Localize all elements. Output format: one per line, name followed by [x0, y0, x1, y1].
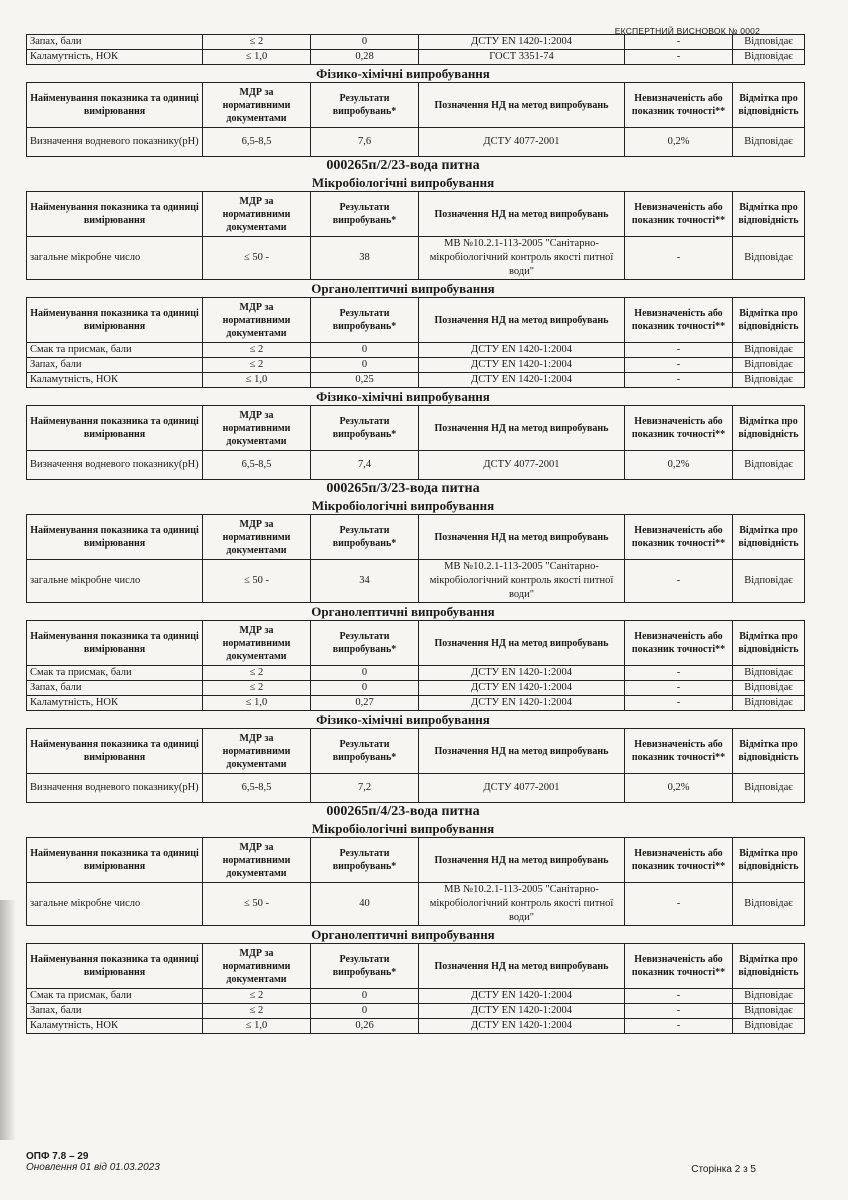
compliance-value: Відповідає: [733, 1004, 805, 1019]
method-value: ДСТУ EN 1420-1:2004: [419, 35, 625, 50]
method-value: ДСТУ EN 1420-1:2004: [419, 696, 625, 711]
compliance-value: Відповідає: [733, 681, 805, 696]
column-header-name: Найменування показника та одиниці вимірювання: [27, 729, 203, 774]
form-footer: [26, 1151, 160, 1173]
column-header-compliance: Відмітка про відповідність: [733, 621, 805, 666]
table-row: [27, 560, 805, 603]
table-header-row: [27, 298, 805, 343]
mdr-value: ≤ 2: [203, 989, 311, 1004]
column-header-compliance: Відмітка про відповідність: [733, 729, 805, 774]
indicator-name: Визначення водневого показнику(рН): [27, 128, 203, 157]
section-title-micro: Мікробіологічні випробування: [311, 821, 495, 836]
method-value: ГОСТ 3351-74: [419, 50, 625, 65]
mdr-value: 6,5-8,5: [203, 451, 311, 480]
method-value: ДСТУ 4077-2001: [419, 774, 625, 803]
result-value: 38: [311, 237, 419, 280]
compliance-value: Відповідає: [733, 373, 805, 388]
table-header-row: [27, 838, 805, 883]
column-header-compliance: Відмітка про відповідність: [733, 515, 805, 560]
compliance-value: Відповідає: [733, 1019, 805, 1034]
indicator-name: Запах, бали: [27, 681, 203, 696]
organoleptic-table: [26, 943, 805, 1034]
indicator-name: Визначення водневого показнику(рН): [27, 451, 203, 480]
physchem-table: [26, 405, 805, 480]
table-header-row: [27, 944, 805, 989]
method-value: ДСТУ EN 1420-1:2004: [419, 373, 625, 388]
mdr-value: ≤ 2: [203, 35, 311, 50]
method-value: ДСТУ EN 1420-1:2004: [419, 989, 625, 1004]
compliance-value: Відповідає: [733, 343, 805, 358]
column-header-result: Результати випробувань*: [311, 192, 419, 237]
result-value: 0: [311, 358, 419, 373]
column-header-method: Позначення НД на метод випробувань: [419, 406, 625, 451]
uncertainty-value: -: [625, 237, 733, 280]
column-header-method: Позначення НД на метод випробувань: [419, 729, 625, 774]
sample-title: 000265п/4/23-вода питна: [326, 804, 480, 819]
column-header-result: Результати випробувань*: [311, 944, 419, 989]
compliance-value: Відповідає: [733, 696, 805, 711]
physchem-table: [26, 82, 805, 157]
indicator-name: Каламутність, НОК: [27, 373, 203, 388]
table-header-row: [27, 621, 805, 666]
section-title-organo: Органолептичні випробування: [311, 281, 495, 296]
table-row: [27, 696, 805, 711]
method-value: МВ №10.2.1-113-2005 "Санітарно-мікробіологічний контроль якості питної води": [419, 883, 625, 926]
column-header-mdr: МДР за нормативними документами: [203, 406, 311, 451]
uncertainty-value: -: [625, 358, 733, 373]
table-row: [27, 681, 805, 696]
column-header-name: Найменування показника та одиниці вимірювання: [27, 406, 203, 451]
uncertainty-value: -: [625, 35, 733, 50]
indicator-name: Каламутність, НОК: [27, 696, 203, 711]
column-header-method: Позначення НД на метод випробувань: [419, 192, 625, 237]
scan-shadow: [0, 900, 16, 1140]
column-header-name: Найменування показника та одиниці вимірювання: [27, 83, 203, 128]
column-header-mdr: МДР за нормативними документами: [203, 621, 311, 666]
table-header-row: [27, 406, 805, 451]
table-row: [27, 343, 805, 358]
method-value: ДСТУ EN 1420-1:2004: [419, 1004, 625, 1019]
column-header-compliance: Відмітка про відповідність: [733, 192, 805, 237]
form-code: ОПФ 7.8 – 29: [26, 1151, 89, 1162]
results-content: [26, 34, 799, 1034]
column-header-uncertainty: Невизначеність або показник точності**: [625, 406, 733, 451]
micro-table: [26, 514, 805, 603]
section-title-organo: Органолептичні випробування: [311, 604, 495, 619]
column-header-name: Найменування показника та одиниці вимірювання: [27, 838, 203, 883]
uncertainty-value: -: [625, 666, 733, 681]
column-header-compliance: Відмітка про відповідність: [733, 944, 805, 989]
column-header-compliance: Відмітка про відповідність: [733, 298, 805, 343]
micro-table: [26, 837, 805, 926]
mdr-value: 6,5-8,5: [203, 774, 311, 803]
sample-title: 000265п/3/23-вода питна: [326, 481, 480, 496]
column-header-compliance: Відмітка про відповідність: [733, 83, 805, 128]
column-header-uncertainty: Невизначеність або показник точності**: [625, 83, 733, 128]
table-row: [27, 451, 805, 480]
column-header-method: Позначення НД на метод випробувань: [419, 838, 625, 883]
column-header-mdr: МДР за нормативними документами: [203, 729, 311, 774]
mdr-value: ≤ 2: [203, 358, 311, 373]
compliance-value: Відповідає: [733, 50, 805, 65]
result-value: 34: [311, 560, 419, 603]
column-header-mdr: МДР за нормативними документами: [203, 838, 311, 883]
column-header-method: Позначення НД на метод випробувань: [419, 83, 625, 128]
uncertainty-value: -: [625, 681, 733, 696]
compliance-value: Відповідає: [733, 560, 805, 603]
uncertainty-value: -: [625, 343, 733, 358]
result-value: 40: [311, 883, 419, 926]
indicator-name: Смак та присмак, бали: [27, 989, 203, 1004]
section-title-physchem: Фізико-хімічні випробування: [316, 66, 490, 81]
document-reference: ЕКСПЕРТНИЙ ВИСНОВОК № 0002: [614, 26, 760, 36]
mdr-value: ≤ 1,0: [203, 1019, 311, 1034]
uncertainty-value: -: [625, 1004, 733, 1019]
method-value: ДСТУ EN 1420-1:2004: [419, 358, 625, 373]
mdr-value: ≤ 50 -: [203, 560, 311, 603]
column-header-name: Найменування показника та одиниці вимірювання: [27, 298, 203, 343]
method-value: ДСТУ 4077-2001: [419, 451, 625, 480]
page-number: Сторінка 2 з 5: [691, 1164, 756, 1175]
organoleptic-table: [26, 620, 805, 711]
column-header-result: Результати випробувань*: [311, 838, 419, 883]
column-header-result: Результати випробувань*: [311, 83, 419, 128]
uncertainty-value: -: [625, 883, 733, 926]
indicator-name: загальне мікробне число: [27, 560, 203, 603]
result-value: 0: [311, 666, 419, 681]
section-title-micro: Мікробіологічні випробування: [311, 498, 495, 513]
method-value: МВ №10.2.1-113-2005 "Санітарно-мікробіологічний контроль якості питної води": [419, 237, 625, 280]
mdr-value: ≤ 50 -: [203, 883, 311, 926]
column-header-mdr: МДР за нормативними документами: [203, 192, 311, 237]
column-header-mdr: МДР за нормативними документами: [203, 515, 311, 560]
micro-table: [26, 191, 805, 280]
column-header-method: Позначення НД на метод випробувань: [419, 515, 625, 560]
indicator-name: Визначення водневого показнику(рН): [27, 774, 203, 803]
table-row: [27, 358, 805, 373]
column-header-method: Позначення НД на метод випробувань: [419, 621, 625, 666]
organoleptic-table-continued: [26, 34, 805, 65]
table-row: [27, 373, 805, 388]
compliance-value: Відповідає: [733, 128, 805, 157]
table-header-row: [27, 729, 805, 774]
method-value: ДСТУ EN 1420-1:2004: [419, 343, 625, 358]
column-header-mdr: МДР за нормативними документами: [203, 944, 311, 989]
result-value: 7,2: [311, 774, 419, 803]
column-header-uncertainty: Невизначеність або показник точності**: [625, 515, 733, 560]
indicator-name: Запах, бали: [27, 35, 203, 50]
method-value: ДСТУ EN 1420-1:2004: [419, 666, 625, 681]
column-header-result: Результати випробувань*: [311, 729, 419, 774]
table-row: [27, 989, 805, 1004]
compliance-value: Відповідає: [733, 358, 805, 373]
column-header-name: Найменування показника та одиниці вимірювання: [27, 515, 203, 560]
table-row: [27, 774, 805, 803]
organoleptic-table: [26, 297, 805, 388]
uncertainty-value: -: [625, 50, 733, 65]
mdr-value: ≤ 2: [203, 1004, 311, 1019]
column-header-method: Позначення НД на метод випробувань: [419, 944, 625, 989]
table-row: [27, 237, 805, 280]
column-header-mdr: МДР за нормативними документами: [203, 83, 311, 128]
column-header-compliance: Відмітка про відповідність: [733, 406, 805, 451]
indicator-name: Каламутність, НОК: [27, 50, 203, 65]
indicator-name: Смак та присмак, бали: [27, 343, 203, 358]
column-header-method: Позначення НД на метод випробувань: [419, 298, 625, 343]
column-header-name: Найменування показника та одиниці вимірювання: [27, 192, 203, 237]
section-title-physchem: Фізико-хімічні випробування: [316, 389, 490, 404]
indicator-name: загальне мікробне число: [27, 883, 203, 926]
column-header-result: Результати випробувань*: [311, 621, 419, 666]
uncertainty-value: -: [625, 696, 733, 711]
uncertainty-value: -: [625, 989, 733, 1004]
table-row: [27, 50, 805, 65]
indicator-name: Запах, бали: [27, 1004, 203, 1019]
uncertainty-value: -: [625, 560, 733, 603]
table-row: [27, 128, 805, 157]
table-row: [27, 666, 805, 681]
compliance-value: Відповідає: [733, 666, 805, 681]
section-title-physchem: Фізико-хімічні випробування: [316, 712, 490, 727]
form-update-date: Оновлення 01 від 01.03.2023: [26, 1162, 160, 1173]
mdr-value: ≤ 2: [203, 681, 311, 696]
column-header-uncertainty: Невизначеність або показник точності**: [625, 298, 733, 343]
mdr-value: ≤ 2: [203, 343, 311, 358]
uncertainty-value: -: [625, 373, 733, 388]
table-row: [27, 1019, 805, 1034]
table-row: [27, 883, 805, 926]
column-header-uncertainty: Невизначеність або показник точності**: [625, 621, 733, 666]
column-header-mdr: МДР за нормативними документами: [203, 298, 311, 343]
section-title-organo: Органолептичні випробування: [311, 927, 495, 942]
uncertainty-value: 0,2%: [625, 128, 733, 157]
compliance-value: Відповідає: [733, 237, 805, 280]
compliance-value: Відповідає: [733, 451, 805, 480]
column-header-result: Результати випробувань*: [311, 406, 419, 451]
result-value: 0,27: [311, 696, 419, 711]
result-value: 0: [311, 343, 419, 358]
result-value: 0,28: [311, 50, 419, 65]
table-header-row: [27, 192, 805, 237]
compliance-value: Відповідає: [733, 35, 805, 50]
method-value: ДСТУ 4077-2001: [419, 128, 625, 157]
mdr-value: ≤ 50 -: [203, 237, 311, 280]
result-value: 0: [311, 681, 419, 696]
column-header-name: Найменування показника та одиниці вимірювання: [27, 621, 203, 666]
indicator-name: Каламутність, НОК: [27, 1019, 203, 1034]
method-value: ДСТУ EN 1420-1:2004: [419, 1019, 625, 1034]
section-title-micro: Мікробіологічні випробування: [311, 175, 495, 190]
table-row: [27, 1004, 805, 1019]
column-header-compliance: Відмітка про відповідність: [733, 838, 805, 883]
indicator-name: Смак та присмак, бали: [27, 666, 203, 681]
physchem-table: [26, 728, 805, 803]
method-value: ДСТУ EN 1420-1:2004: [419, 681, 625, 696]
table-header-row: [27, 83, 805, 128]
method-value: МВ №10.2.1-113-2005 "Санітарно-мікробіологічний контроль якості питної води": [419, 560, 625, 603]
result-value: 0: [311, 35, 419, 50]
column-header-uncertainty: Невизначеність або показник точності**: [625, 944, 733, 989]
mdr-value: ≤ 2: [203, 666, 311, 681]
compliance-value: Відповідає: [733, 989, 805, 1004]
mdr-value: ≤ 1,0: [203, 50, 311, 65]
compliance-value: Відповідає: [733, 774, 805, 803]
result-value: 0: [311, 1004, 419, 1019]
uncertainty-value: 0,2%: [625, 774, 733, 803]
result-value: 0: [311, 989, 419, 1004]
table-header-row: [27, 515, 805, 560]
result-value: 7,6: [311, 128, 419, 157]
uncertainty-value: -: [625, 1019, 733, 1034]
mdr-value: ≤ 1,0: [203, 373, 311, 388]
column-header-uncertainty: Невизначеність або показник точності**: [625, 192, 733, 237]
column-header-result: Результати випробувань*: [311, 515, 419, 560]
column-header-uncertainty: Невизначеність або показник точності**: [625, 838, 733, 883]
result-value: 0,25: [311, 373, 419, 388]
indicator-name: Запах, бали: [27, 358, 203, 373]
column-header-result: Результати випробувань*: [311, 298, 419, 343]
result-value: 7,4: [311, 451, 419, 480]
mdr-value: ≤ 1,0: [203, 696, 311, 711]
indicator-name: загальне мікробне число: [27, 237, 203, 280]
mdr-value: 6,5-8,5: [203, 128, 311, 157]
table-row: [27, 35, 805, 50]
result-value: 0,26: [311, 1019, 419, 1034]
uncertainty-value: 0,2%: [625, 451, 733, 480]
compliance-value: Відповідає: [733, 883, 805, 926]
column-header-name: Найменування показника та одиниці вимірювання: [27, 944, 203, 989]
sample-title: 000265п/2/23-вода питна: [326, 158, 480, 173]
column-header-uncertainty: Невизначеність або показник точності**: [625, 729, 733, 774]
